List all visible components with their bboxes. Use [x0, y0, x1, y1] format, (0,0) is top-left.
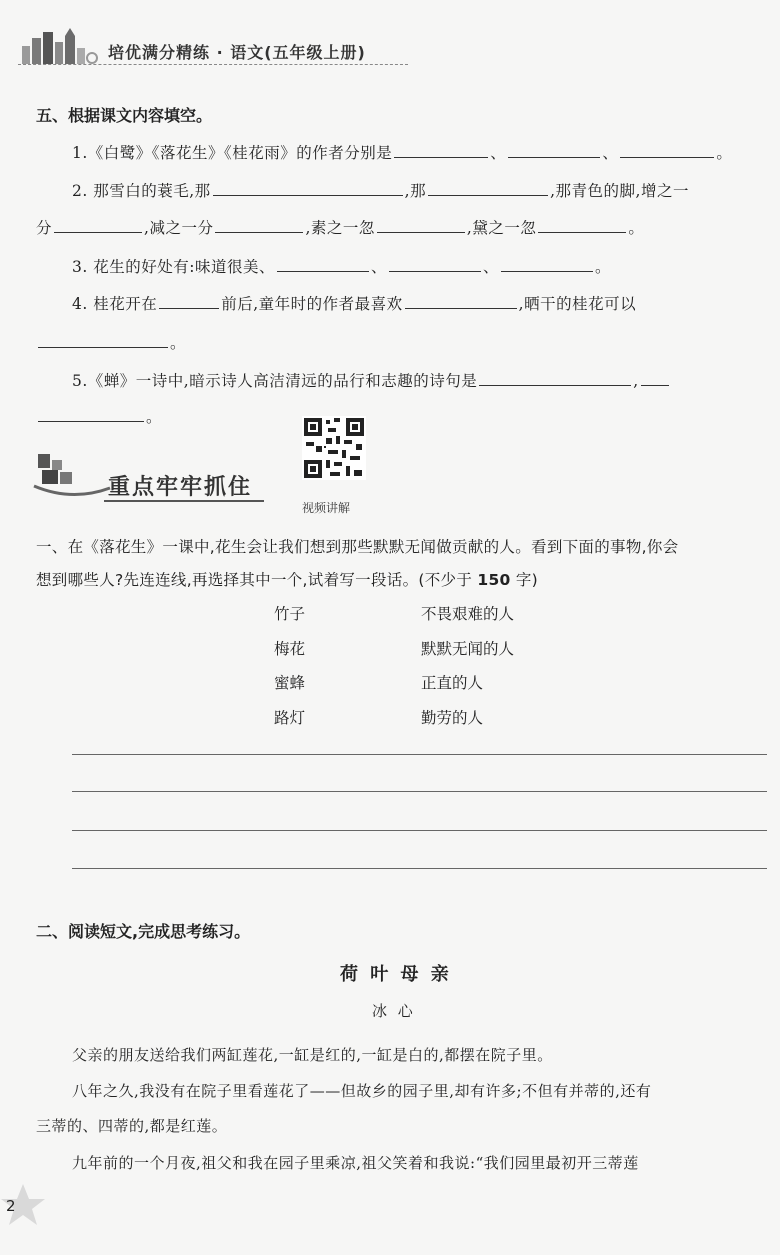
match-left-item[interactable]: 路灯: [274, 708, 306, 727]
q2-line2: 分 ,减之一分 ,素之一忽 ,黛之一忽 。: [36, 219, 645, 237]
match-right-item[interactable]: 不畏艰难的人: [421, 605, 515, 623]
q5-blank-2a[interactable]: [641, 370, 669, 386]
match-left-item[interactable]: 竹子: [274, 605, 306, 623]
q2-blank-5[interactable]: [377, 217, 465, 233]
paragraph: 三蒂的、四蒂的,都是红莲。: [36, 1117, 228, 1135]
q3-blank-3[interactable]: [501, 256, 593, 272]
header-title: 培优满分精练 · 语文(五年级上册): [108, 43, 366, 62]
paragraph: 九年前的一个月夜,祖父和我在园子里乘凉,祖父笑着和我说:“我们园里最初开三蒂莲: [72, 1154, 639, 1172]
article-author: 冰 心: [372, 1002, 416, 1020]
writing-line[interactable]: [72, 754, 767, 755]
q5-blank-1[interactable]: [479, 370, 631, 386]
q2-blank-1[interactable]: [213, 180, 403, 196]
q5-blank-2b[interactable]: [38, 406, 144, 422]
match-right-item[interactable]: 默默无闻的人: [421, 639, 515, 658]
q4-blank-2[interactable]: [405, 293, 517, 309]
match-left-item[interactable]: 蜜蜂: [274, 674, 306, 692]
q4-line1: 4. 桂花开在 前后,童年时的作者最喜欢 ,晒干的桂花可以: [72, 295, 637, 313]
match-left-item[interactable]: 梅花: [274, 639, 306, 658]
match-right-column: [421, 597, 514, 735]
banner-title: 重点牢牢抓住: [108, 475, 253, 500]
q3: 3. 花生的好处有:味道很美、 、 、 。: [72, 258, 611, 276]
q2-blank-6[interactable]: [538, 217, 626, 233]
q5-line1: 5.《蝉》一诗中,暗示诗人高洁清远的品行和志趣的诗句是 ,: [72, 369, 671, 391]
header-divider: [18, 64, 408, 65]
q3-blank-2[interactable]: [389, 256, 481, 272]
q1-blank-2[interactable]: [508, 142, 600, 158]
qr-code-icon[interactable]: [302, 416, 366, 480]
q1-blank-3[interactable]: [620, 142, 714, 158]
writing-line[interactable]: [72, 791, 767, 792]
page-number: 2: [6, 1197, 16, 1215]
writing-line[interactable]: [72, 830, 767, 831]
q4-line2: 。: [36, 331, 186, 353]
q3-blank-1[interactable]: [277, 256, 369, 272]
q2-blank-3[interactable]: [54, 217, 142, 233]
qr-caption: 视频讲解: [302, 501, 351, 515]
q1: 1.《白鹭》《落花生》《桂花雨》的作者分别是 、 、 。: [72, 144, 733, 162]
banner-blocks-icon: [32, 448, 112, 504]
q2-line1: 2. 那雪白的蓑毛,那 ,那 ,那青色的脚,增之一: [72, 182, 689, 200]
task2-title: 二、阅读短文,完成思考练习。: [36, 922, 251, 941]
header-buildings-icon: [18, 28, 100, 66]
q2-blank-2[interactable]: [428, 180, 548, 196]
article-title: 荷 叶 母 亲: [340, 964, 452, 985]
writing-line[interactable]: [72, 868, 767, 869]
q5-line2: 。: [36, 405, 162, 427]
q1-blank-1[interactable]: [394, 142, 488, 158]
section5-title: 五、根据课文内容填空。: [36, 106, 213, 125]
task1-line1: 一、在《落花生》一课中,花生会让我们想到那些默默无闻做贡献的人。看到下面的事物,你会: [36, 538, 679, 556]
q1-text: 1.《白鹭》《落花生》《桂花雨》的作者分别是: [72, 144, 393, 162]
q4-blank-3[interactable]: [38, 332, 168, 348]
task1-line2: 想到哪些人?先连连线,再选择其中一个,试着写一段话。(不少于 150 字): [36, 571, 538, 589]
match-left-column: [274, 597, 305, 735]
paragraph: 八年之久,我没有在院子里看莲花了——但故乡的园子里,却有许多;不但有并蒂的,还有: [72, 1082, 652, 1100]
match-right-item[interactable]: 勤劳的人: [421, 708, 484, 727]
match-right-item[interactable]: 正直的人: [421, 674, 484, 692]
banner-underline: [104, 500, 264, 502]
q2-blank-4[interactable]: [215, 217, 303, 233]
paragraph: 父亲的朋友送给我们两缸莲花,一缸是红的,一缸是白的,都摆在院子里。: [72, 1046, 553, 1064]
q4-blank-1[interactable]: [159, 293, 219, 309]
